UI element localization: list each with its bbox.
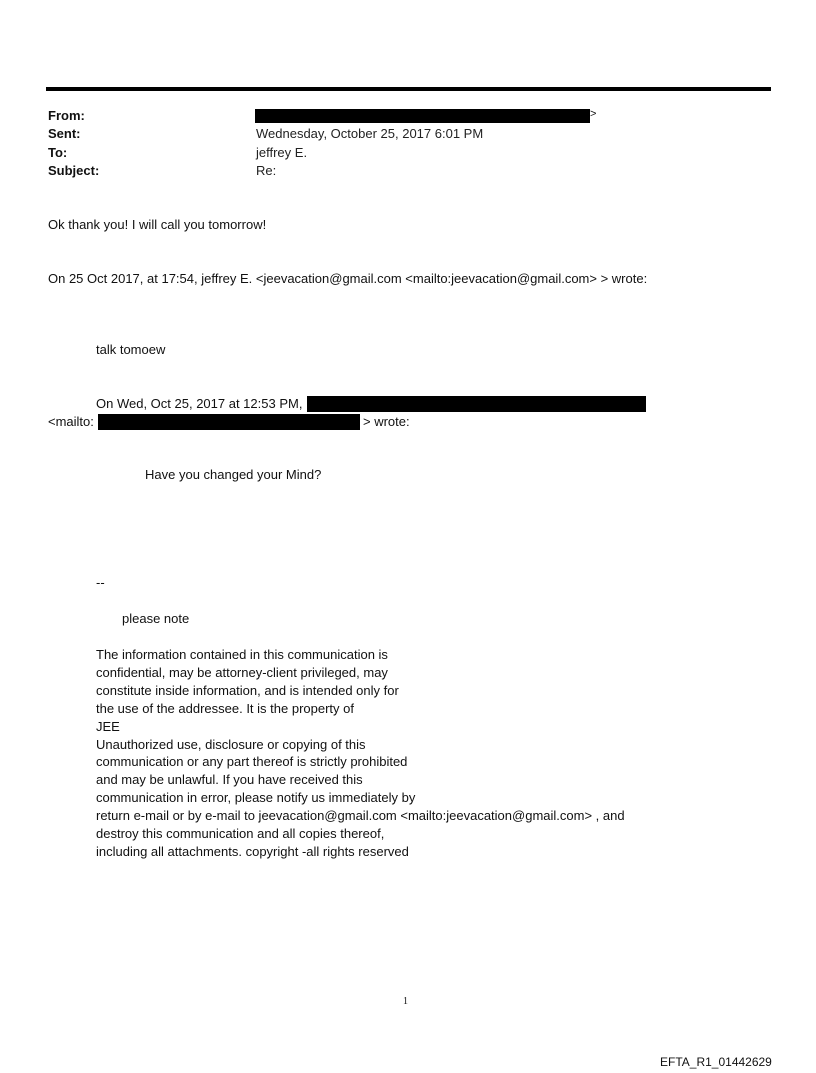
from-suffix: > [590,108,597,120]
subject-value: Re: [256,163,277,178]
disclaimer-line: communication or any part thereof is strictly prohibited [96,754,408,770]
quote2-text: Have you changed your Mind? [145,467,322,482]
to-value: jeffrey E. [256,145,308,160]
disclaimer-line: constitute inside information, and is intended only for [96,682,399,698]
disclaimer-line: the use of the addressee. It is the property of [96,700,354,716]
quote2-mailto-prefix: <mailto: [48,414,94,429]
sent-label: Sent: [48,126,81,141]
quote2-header: On Wed, Oct 25, 2017 at 12:53 PM, [96,396,303,411]
disclaimer-line: confidential, may be attorney-client privileged, may [96,664,388,680]
page-number: 1 [403,996,408,1007]
header-rule [46,87,771,91]
subject-label: Subject: [48,163,100,178]
quote2-wrote: > wrote: [363,414,410,429]
disclaimer-line: Unauthorized use, disclosure or copying of this [96,736,366,752]
disclaimer-line: destroy this communication and all copies thereof, [96,826,385,842]
to-label: To: [48,145,68,160]
disclaimer-line: The information contained in this communication is [96,647,388,662]
disclaimer-line: JEE [96,718,120,734]
quote2-sender-redaction [307,396,646,412]
reply-text: Ok thank you! I will call you tomorrow! [48,217,267,232]
disclaimer-block [96,646,696,861]
quote2-mailto-redaction [98,414,360,430]
bates-number: EFTA_R1_01442629 [660,1055,772,1069]
quote1-header: On 25 Oct 2017, at 17:54, jeffrey E. <jeevacation@gmail.com <mailto:jeevacation@gmail.com> > wrote: [48,271,648,286]
disclaimer-line: including all attachments. copyright -all rights reserved [96,843,409,859]
disclaimer-line: communication in error, please notify us immediately by [96,790,416,806]
disclaimer-line: and may be unlawful. If you have received this [96,772,363,788]
from-redaction [255,109,590,123]
signature-separator: -- [96,575,105,590]
disclaimer-line: return e-mail or by e-mail to jeevacation@gmail.com <mailto:jeevacation@gmail.com> , and [96,808,625,824]
sent-value: Wednesday, October 25, 2017 6:01 PM [256,126,484,141]
please-note: please note [122,611,190,626]
from-label: From: [48,108,85,123]
quote1-text: talk tomoew [96,342,166,357]
